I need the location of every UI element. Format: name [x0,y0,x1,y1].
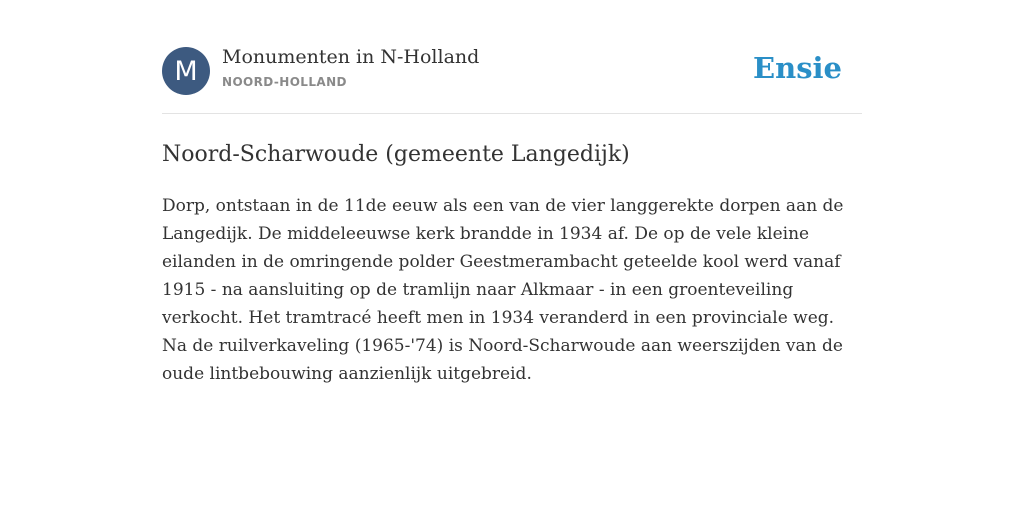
avatar[interactable]: M [162,47,210,95]
site-subtitle: NOORD-HOLLAND [222,75,347,89]
header [162,0,862,114]
brand-logo[interactable]: Ensie [753,51,842,85]
article-body: Dorp, ontstaan in de 11de eeuw als een van de vier langgerekte dorpen aan de Langedijk. De middeleeuwse kerk brandde in 1934 af. De op de vele kleine eilanden in de omringende polder Geestmerambacht geteelde kool werd vanaf 1915 - na aansluiting op de tramlijn naar Alkmaar - in een groenteveiling verkocht. Het tramtracé heeft men in 1934 veranderd in een provinciale weg. Na de ruilverkaveling (1965-'74) is Noord-Scharwoude aan weerszijden van de oude lintbebouwing aanzienlijk uitgebreid. [162,196,844,384]
site-title-link[interactable]: Monumenten in N-Holland [222,46,480,68]
article-title: Noord-Scharwoude (gemeente Langedijk) [162,142,630,167]
page-container [162,0,862,388]
